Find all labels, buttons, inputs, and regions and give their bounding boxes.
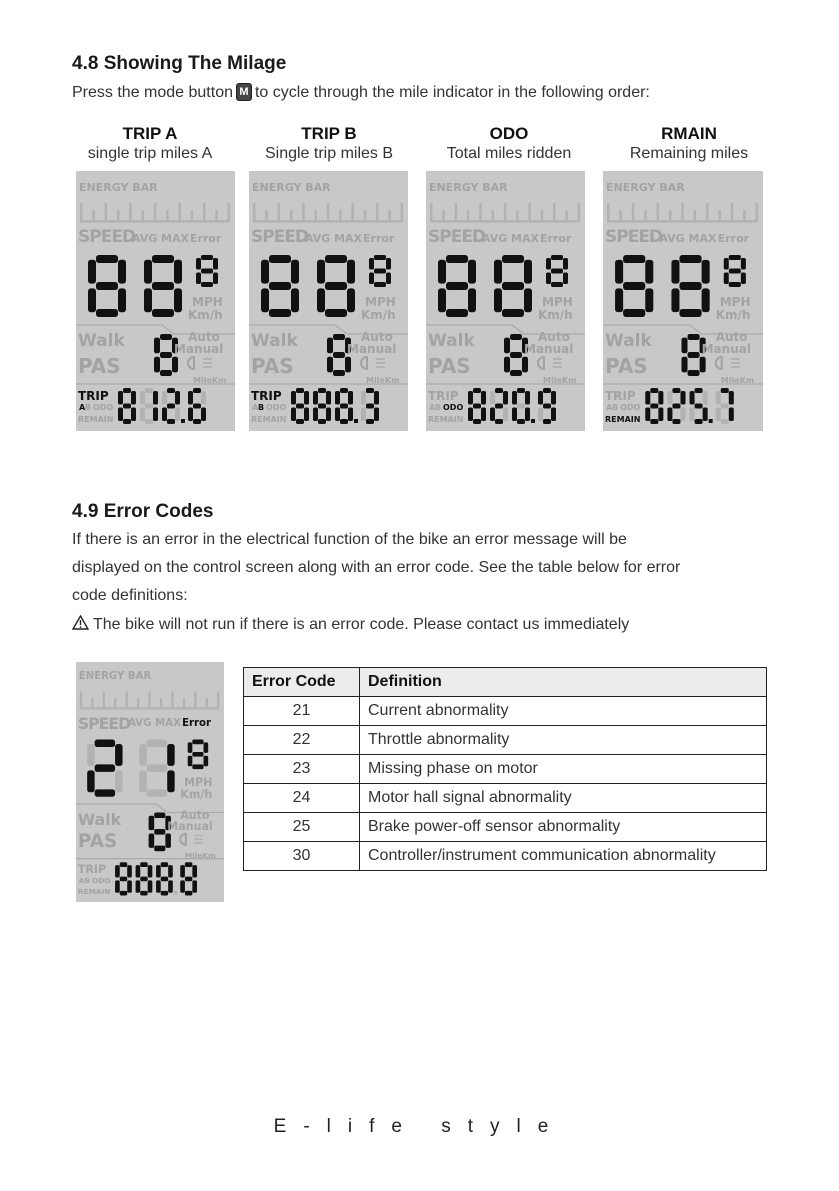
mph-label: MPH <box>183 776 213 790</box>
max-label: MAX <box>511 232 539 245</box>
speed-digit-2 <box>317 255 355 317</box>
a-label: A <box>606 403 613 412</box>
mode-subtitle: single trip miles A <box>87 145 213 162</box>
headlight-icon <box>716 357 740 369</box>
mode-title: TRIP B <box>301 124 357 143</box>
definition-cell: Throttle abnormality <box>360 726 767 755</box>
odo-label: ODO <box>91 876 111 886</box>
odo-label: ODO <box>266 403 287 412</box>
energy-bar-label: ENERGY BAR <box>79 181 158 194</box>
walk-label: Walk <box>605 331 652 351</box>
a-label: A <box>429 403 436 412</box>
table-row <box>244 726 767 755</box>
auto-label: Auto <box>180 808 210 822</box>
error-label: Error <box>190 232 222 245</box>
lcd-display-trip-a <box>76 171 235 431</box>
odometer-digit <box>313 388 331 424</box>
speed-digit-2 <box>139 740 174 797</box>
trip-label: TRIP <box>251 389 282 403</box>
mph-label: MPH <box>542 295 573 309</box>
mode-title: ODO <box>489 124 529 143</box>
speed-digit-1 <box>438 255 476 317</box>
remain-label: REMAIN <box>605 415 641 424</box>
table-header-row <box>244 668 767 697</box>
lcd-display-trip-b <box>249 171 408 431</box>
kmh-label: Km/h <box>715 308 751 322</box>
trip-label: TRIP <box>78 389 109 403</box>
odometer-digit <box>188 388 206 424</box>
definition-cell: Motor hall signal abnormality <box>360 784 767 813</box>
mile-km-label: MileKm <box>543 376 577 385</box>
speed-digit-small <box>188 740 208 770</box>
warning-text: The bike will not run if there is an error code. Please contact us immediately <box>93 616 630 633</box>
odometer-digit <box>118 388 136 424</box>
speed-label: SPEED <box>605 227 663 247</box>
trip-label: TRIP <box>77 863 107 877</box>
error-paragraph-line-3: code definitions: <box>72 587 188 604</box>
mode-caption-odo <box>424 124 594 163</box>
odometer-digit <box>291 388 309 424</box>
pas-label: PAS <box>77 830 118 852</box>
error-code-cell: 23 <box>244 755 360 784</box>
table-row <box>244 784 767 813</box>
speed-label: SPEED <box>428 227 486 247</box>
table-row <box>244 697 767 726</box>
error-label: Error <box>182 718 212 730</box>
avg-label: AVG <box>305 232 331 245</box>
headlight-icon <box>180 834 202 845</box>
mode-title: TRIP A <box>122 124 178 143</box>
mph-label: MPH <box>719 295 751 309</box>
error-label: Error <box>363 232 395 245</box>
b-label: B <box>435 403 442 412</box>
energy-bar-label: ENERGY BAR <box>606 181 685 194</box>
a-label: A <box>252 403 259 412</box>
milage-intro <box>72 83 650 102</box>
error-label: Error <box>540 232 572 245</box>
decimal-point <box>531 419 535 423</box>
footer-brand: E-life style <box>273 1116 566 1137</box>
manual-label: Manual <box>167 819 213 833</box>
section-heading-errors: 4.9 Error Codes <box>72 501 214 522</box>
pas-label: PAS <box>251 354 294 378</box>
odometer-digit <box>490 388 508 424</box>
pas-label: PAS <box>428 354 471 378</box>
remain-label: REMAIN <box>77 887 111 897</box>
max-label: MAX <box>688 232 717 245</box>
kmh-label: Km/h <box>188 308 223 322</box>
speed-digit-2 <box>494 255 532 317</box>
table-row <box>244 755 767 784</box>
kmh-label: Km/h <box>538 308 573 322</box>
lcd-display-rmain <box>603 171 763 431</box>
decimal-point <box>174 891 178 895</box>
mode-title: RMAIN <box>661 124 717 143</box>
remain-label: REMAIN <box>428 415 464 424</box>
lcd-display-error <box>76 662 224 902</box>
lcd-display-odo <box>426 171 585 431</box>
speed-digit-1 <box>615 255 653 317</box>
speed-digit-small <box>546 255 568 287</box>
auto-label: Auto <box>188 330 220 344</box>
speed-digit-1 <box>261 255 299 317</box>
speed-label: SPEED <box>78 227 136 247</box>
odometer-digit <box>140 388 158 424</box>
odometer-digit <box>156 862 173 895</box>
odometer-digit <box>538 388 556 424</box>
odometer-digit <box>690 388 708 424</box>
auto-label: Auto <box>538 330 570 344</box>
a-label: A <box>78 876 85 886</box>
avg-label: AVG <box>482 232 508 245</box>
walk-label: Walk <box>428 331 475 351</box>
odometer-digit <box>136 862 153 895</box>
mode-caption-trip-b <box>244 124 414 163</box>
odometer-digit <box>162 388 180 424</box>
odometer-digit <box>468 388 486 424</box>
speed-digit-small <box>724 255 746 287</box>
energy-bar-ticks <box>607 203 758 223</box>
mile-km-label: MileKm <box>720 376 755 385</box>
trip-label: TRIP <box>428 389 459 403</box>
energy-bar-ticks <box>430 203 580 223</box>
odometer-digit <box>335 388 353 424</box>
mode-caption-rmain <box>604 124 774 163</box>
walk-label: Walk <box>77 809 121 829</box>
error-paragraph-line-2: displayed on the control screen along with an error code. See the table below for error <box>72 559 681 576</box>
mode-caption-trip-a <box>65 124 235 163</box>
mile-km-label: MileKm <box>366 376 400 385</box>
section-heading-milage: 4.8 Showing The Milage <box>72 53 287 74</box>
mode-subtitle: Total miles ridden <box>446 145 572 162</box>
b-label: B <box>84 876 90 886</box>
error-paragraph-line-1: If there is an error in the electrical function of the bike an error message will be <box>72 531 627 548</box>
auto-label: Auto <box>361 330 393 344</box>
intro-before-text: Press the mode button <box>72 84 233 101</box>
warning-line <box>72 615 629 634</box>
odometer-digit <box>667 388 685 424</box>
manual-label: Manual <box>174 342 224 356</box>
manual-label: Manual <box>701 342 751 356</box>
warning-triangle-icon <box>72 615 89 630</box>
kmh-label: Km/h <box>180 788 213 802</box>
speed-label: SPEED <box>251 227 309 247</box>
energy-bar-label: ENERGY BAR <box>252 181 331 194</box>
mode-button-icon: M <box>236 83 252 101</box>
definition-cell: Current abnormality <box>360 697 767 726</box>
avg-label: AVG <box>128 718 152 730</box>
odometer-digit <box>645 388 663 424</box>
odometer-digit <box>512 388 530 424</box>
header-definition: Definition <box>360 668 767 697</box>
pas-label: PAS <box>78 354 121 378</box>
headlight-icon <box>361 357 385 369</box>
speed-digit-2 <box>144 255 182 317</box>
mile-km-label: MileKm <box>184 851 216 861</box>
max-label: MAX <box>334 232 362 245</box>
b-label: B <box>258 403 265 412</box>
headlight-icon <box>188 357 212 369</box>
table-row <box>244 813 767 842</box>
error-code-cell: 22 <box>244 726 360 755</box>
error-code-cell: 25 <box>244 813 360 842</box>
energy-bar-ticks <box>80 203 230 223</box>
pas-label: PAS <box>605 354 648 378</box>
mile-km-label: MileKm <box>193 376 227 385</box>
avg-label: AVG <box>659 232 685 245</box>
b-label: B <box>612 403 619 412</box>
energy-bar-label: ENERGY BAR <box>429 181 508 194</box>
speed-digit-2 <box>671 255 709 317</box>
odometer-digit <box>180 862 197 895</box>
trip-label: TRIP <box>605 389 636 403</box>
error-code-cell: 24 <box>244 784 360 813</box>
energy-bar-label: ENERGY BAR <box>78 671 152 683</box>
mode-subtitle: Remaining miles <box>629 145 749 162</box>
remain-label: REMAIN <box>251 415 287 424</box>
header-error-code: Error Code <box>244 668 360 697</box>
manual-label: Manual <box>524 342 574 356</box>
odometer-digit <box>716 388 734 424</box>
speed-digit-1 <box>87 740 122 797</box>
b-label: B <box>85 403 92 412</box>
mph-label: MPH <box>365 295 396 309</box>
odometer-digit <box>361 388 379 424</box>
energy-bar-ticks <box>253 203 403 223</box>
error-label: Error <box>717 232 750 245</box>
speed-digit-small <box>369 255 391 287</box>
remain-label: REMAIN <box>78 415 114 424</box>
a-label: A <box>79 403 86 412</box>
intro-after-text: to cycle through the mile indicator in the following order: <box>254 84 650 101</box>
table-row <box>244 842 767 871</box>
definition-cell: Brake power-off sensor abnormality <box>360 813 767 842</box>
error-code-cell: 21 <box>244 697 360 726</box>
kmh-label: Km/h <box>361 308 396 322</box>
auto-label: Auto <box>715 330 748 344</box>
odo-label: ODO <box>443 403 464 412</box>
max-label: MAX <box>161 232 189 245</box>
walk-label: Walk <box>78 331 125 351</box>
definition-cell: Controller/instrument communication abnormality <box>360 842 767 871</box>
walk-label: Walk <box>251 331 298 351</box>
decimal-point <box>354 419 358 423</box>
decimal-point <box>181 419 185 423</box>
headlight-icon <box>538 357 562 369</box>
odo-label: ODO <box>93 403 114 412</box>
mode-subtitle: Single trip miles B <box>264 145 394 162</box>
definition-cell: Missing phase on motor <box>360 755 767 784</box>
odo-label: ODO <box>620 403 641 412</box>
error-code-cell: 30 <box>244 842 360 871</box>
max-label: MAX <box>155 718 181 730</box>
decimal-point <box>709 419 713 423</box>
energy-bar-ticks <box>80 692 220 710</box>
avg-label: AVG <box>132 232 158 245</box>
manual-label: Manual <box>347 342 397 356</box>
speed-digit-small <box>196 255 218 287</box>
mph-label: MPH <box>192 295 223 309</box>
speed-digit-1 <box>88 255 126 317</box>
speed-label: SPEED <box>77 713 131 733</box>
error-code-table <box>243 667 767 871</box>
odometer-digit <box>115 862 132 895</box>
